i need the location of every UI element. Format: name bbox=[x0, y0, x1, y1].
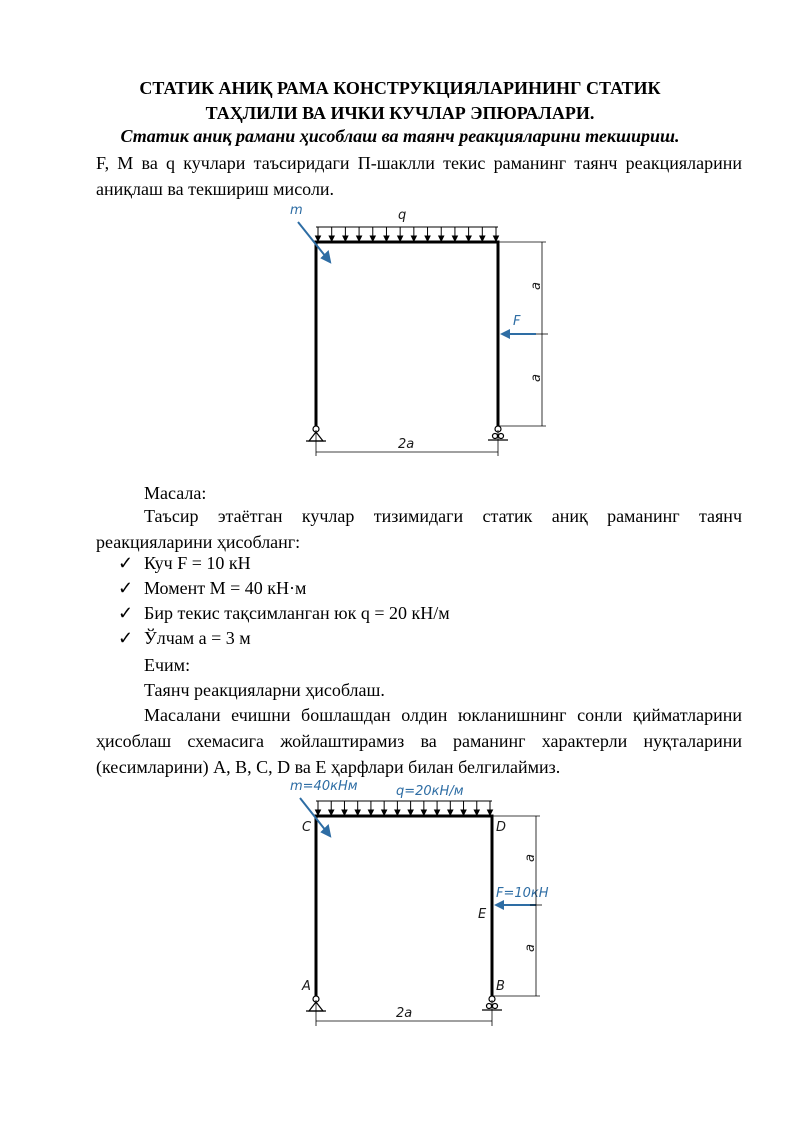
point-d-label: D bbox=[496, 820, 507, 835]
moment-label-2: m=40кНм bbox=[290, 779, 358, 794]
check-icon: ✓ bbox=[118, 553, 134, 573]
load-arrow-head bbox=[355, 810, 360, 815]
moment-label-1: m bbox=[290, 203, 303, 218]
load-arrow-head bbox=[435, 810, 440, 815]
masala-label: Масала: bbox=[144, 483, 207, 503]
force-label-2: F=10кН bbox=[496, 886, 549, 901]
load-arrow-head bbox=[316, 810, 321, 815]
intro-paragraph: F, M ва q кучлари таъсиридаги П-шаклли текис раманинг таянч реакцияларини аниқлаш ва текшириш мисоли. bbox=[96, 153, 742, 199]
step-2-paragraph: Масалани ечишни бошлашдан олдин юкланишнинг сонли қийматларини ҳисоблаш схемасига жойлаштирамиз ва раманинг характерли нуқталарини (кесимларини) A, B, C, D ва E ҳарфлари билан белгилаймиз. bbox=[96, 705, 742, 777]
frame-members-2 bbox=[316, 816, 492, 996]
load-arrow-head bbox=[408, 810, 413, 815]
point-b-label: B bbox=[496, 979, 505, 994]
load-arrow-head bbox=[474, 810, 479, 815]
load-arrow-head bbox=[368, 810, 373, 815]
check-icon: ✓ bbox=[118, 603, 134, 623]
dim-a-top-2: a bbox=[523, 854, 538, 862]
load-arrow-head bbox=[395, 810, 400, 815]
given-force: Куч F = 10 кН bbox=[144, 553, 251, 573]
load-arrow-head bbox=[329, 810, 334, 815]
distributed-load-arrows-2 bbox=[316, 801, 493, 815]
dim-a-bottom-2: a bbox=[523, 944, 538, 952]
load-arrow-head bbox=[342, 810, 347, 815]
point-c-label: C bbox=[302, 820, 312, 835]
given-moment: Момент M = 40 кН·м bbox=[144, 578, 307, 598]
load-arrow-head bbox=[382, 810, 387, 815]
dimension-lines-2 bbox=[316, 816, 542, 1026]
dim-a-bottom-1: a bbox=[529, 374, 544, 382]
check-icon: ✓ bbox=[118, 578, 134, 598]
point-e-label: E bbox=[478, 907, 487, 922]
step-1: Таянч реакцияларни ҳисоблаш. bbox=[144, 680, 385, 700]
load-label-1: q bbox=[398, 208, 407, 223]
point-a-label: A bbox=[302, 979, 311, 994]
doc-title-line2: ТАҲЛИЛИ ВА ИЧКИ КУЧЛАР ЭПЮРАЛАРИ. bbox=[205, 103, 595, 123]
load-arrow-head bbox=[421, 810, 426, 815]
dim-2a-1: 2a bbox=[398, 437, 415, 452]
load-label-2: q=20кН/м bbox=[396, 784, 464, 799]
dim-a-top-1: a bbox=[529, 282, 544, 290]
force-label-1: F bbox=[513, 314, 521, 329]
force-arrow-2 bbox=[494, 900, 536, 910]
dim-2a-2: 2a bbox=[396, 1006, 413, 1021]
load-arrow-head bbox=[461, 810, 466, 815]
echim-label: Ечим: bbox=[144, 655, 191, 675]
doc-title-line1: СТАТИК АНИҚ РАМА КОНСТРУКЦИЯЛАРИНИНГ СТАТИК bbox=[139, 78, 661, 98]
load-arrow-head bbox=[448, 810, 453, 815]
check-icon: ✓ bbox=[118, 628, 134, 648]
given-dimension: Ўлчам a = 3 м bbox=[144, 628, 251, 648]
doc-subtitle: Статик аниқ рамани ҳисоблаш ва таянч реакцияларини текшириш. bbox=[120, 126, 680, 146]
load-arrow-head bbox=[488, 810, 493, 815]
given-load: Бир текис тақсимланган юк q = 20 кН/м bbox=[144, 603, 450, 623]
task-paragraph: Таъсир этаётган кучлар тизимидаги статик аниқ раманинг таянч реакцияларини ҳисобланг: bbox=[96, 506, 742, 552]
